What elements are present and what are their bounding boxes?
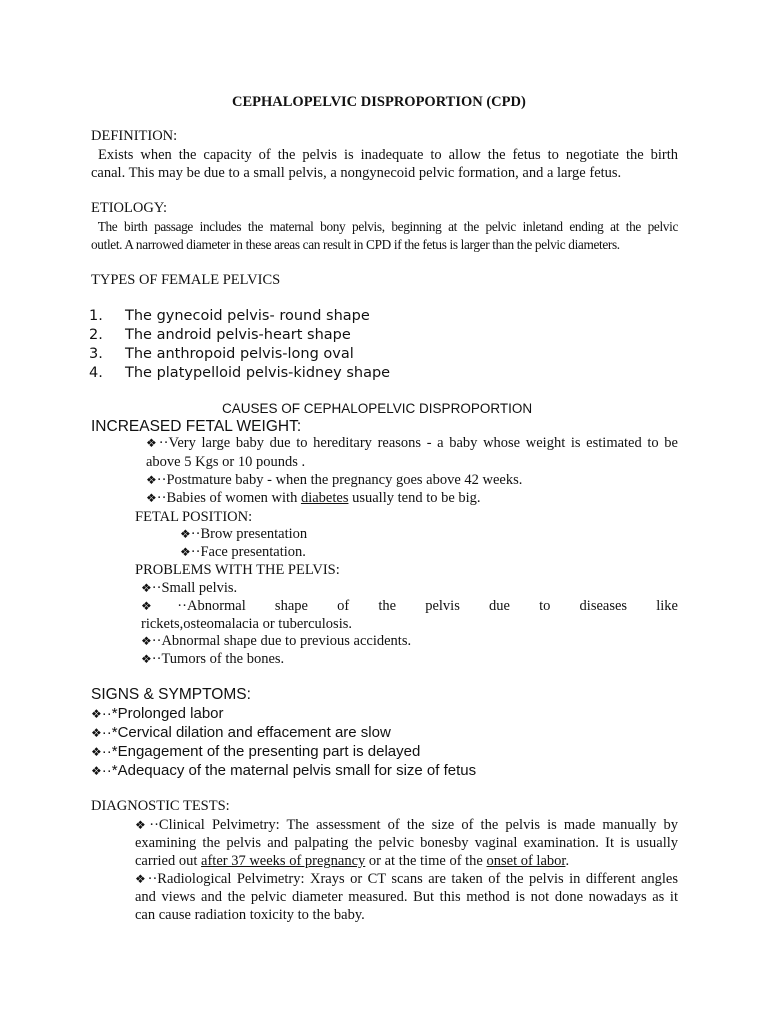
diamond-bullet-icon: ❖ [146,473,157,487]
list-item: ❖··Abnormal shape due to previous accidents. [141,633,412,649]
diamond-bullet-icon: ❖ [141,652,152,666]
diamond-bullet-icon: ❖ [135,818,150,832]
diamond-bullet-icon: ❖ [91,745,102,759]
diamond-bullet-icon: ❖ [180,527,191,541]
types-heading: TYPES OF FEMALE PELVICS [91,272,281,288]
diamond-bullet-icon: ❖ [135,872,148,886]
diagnostic-line: examining the pelvis and palpating the pelvic bonesby vaginal examination. It is usually [135,835,678,851]
definition-line: canal. This may be due to a small pelvis, a nongynecoid pelvic formation, and a large fetus. [91,165,622,181]
list-item: ❖··Very large baby due to hereditary reasons - a baby whose weight is estimated to be [146,435,678,451]
diagnostic-line: ❖··Radiological Pelvimetry: Xrays or CT scans are taken of the pelvis in different angles [135,871,678,887]
list-item: 1. The gynecoid pelvis- round shape [89,308,370,324]
list-item: ❖··Tumors of the bones. [141,651,285,667]
diamond-bullet-icon: ❖ [180,545,191,559]
page-title: CEPHALOPELVIC DISPROPORTION (CPD) [232,94,526,110]
list-item: 4. The platypelloid pelvis-kidney shape [89,365,391,381]
diagnostic-line: carried out after 37 weeks of pregnancy or at the time of the onset of labor. [135,853,570,869]
list-item: ❖··Brow presentation [180,526,308,542]
definition-heading: DEFINITION: [91,128,178,144]
pelvis-problems-heading: PROBLEMS WITH THE PELVIS: [135,562,340,578]
diamond-bullet-icon: ❖ [141,599,178,613]
signs-heading: SIGNS & SYMPTOMS: [91,686,251,703]
fetal-position-heading: FETAL POSITION: [135,509,253,525]
onset-of-labor-link[interactable]: onset of labor [486,853,566,869]
definition-line: Exists when the capacity of the pelvis is inadequate to allow the fetus to negotiate the birth [97,147,679,163]
list-item: ❖··*Prolonged labor [91,705,224,722]
diamond-bullet-icon: ❖ [91,764,102,778]
weeks-of-pregnancy-link[interactable]: after 37 weeks of pregnancy [201,853,366,869]
list-item: ❖··Small pelvis. [141,580,238,596]
list-item: rickets,osteomalacia or tuberculosis. [141,616,352,632]
diagnostic-line: and views and the pelvic diameter measured. But this method is not done nowadays as it [135,889,678,905]
diabetes-link[interactable]: diabetes [300,490,349,506]
list-item: ❖··Postmature baby - when the pregnancy goes above 42 weeks. [146,472,523,488]
list-item: 2. The android pelvis-heart shape [89,327,351,343]
etiology-line: The birth passage includes the maternal bony pelvis, beginning at the pelvic inletand ending at the pelvic [97,219,678,234]
list-item: ❖··*Adequacy of the maternal pelvis small for size of fetus [91,762,477,779]
list-item: ❖··Abnormal shape of the pelvis due to diseases like [141,598,678,614]
list-item: ❖··Babies of women with diabetes usually tend to be big. [146,490,481,506]
diagnostic-heading: DIAGNOSTIC TESTS: [91,798,230,814]
list-item: ❖··*Cervical dilation and effacement are slow [91,724,391,741]
diamond-bullet-icon: ❖ [141,634,152,648]
diagnostic-line: can cause radiation toxicity to the baby. [135,907,365,923]
etiology-line: outlet. A narrowed diameter in these areas can result in CPD if the fetus is larger than the pelvic diameters. [91,237,620,252]
list-item: ❖··Face presentation. [180,544,306,560]
diamond-bullet-icon: ❖ [146,436,159,450]
etiology-heading: ETIOLOGY: [91,200,167,216]
list-item: ❖··*Engagement of the presenting part is delayed [91,743,421,760]
causes-heading: CAUSES OF CEPHALOPELVIC DISPROPORTION [222,401,533,416]
diamond-bullet-icon: ❖ [141,581,152,595]
diamond-bullet-icon: ❖ [91,726,102,740]
diagnostic-line: ❖··Clinical Pelvimetry: The assessment of the size of the pelvis is made manually by [135,817,678,833]
diamond-bullet-icon: ❖ [146,491,157,505]
diamond-bullet-icon: ❖ [91,707,102,721]
list-item: above 5 Kgs or 10 pounds . [146,454,306,470]
list-item: 3. The anthropoid pelvis-long oval [89,346,354,362]
fetal-weight-heading: INCREASED FETAL WEIGHT: [91,418,302,435]
